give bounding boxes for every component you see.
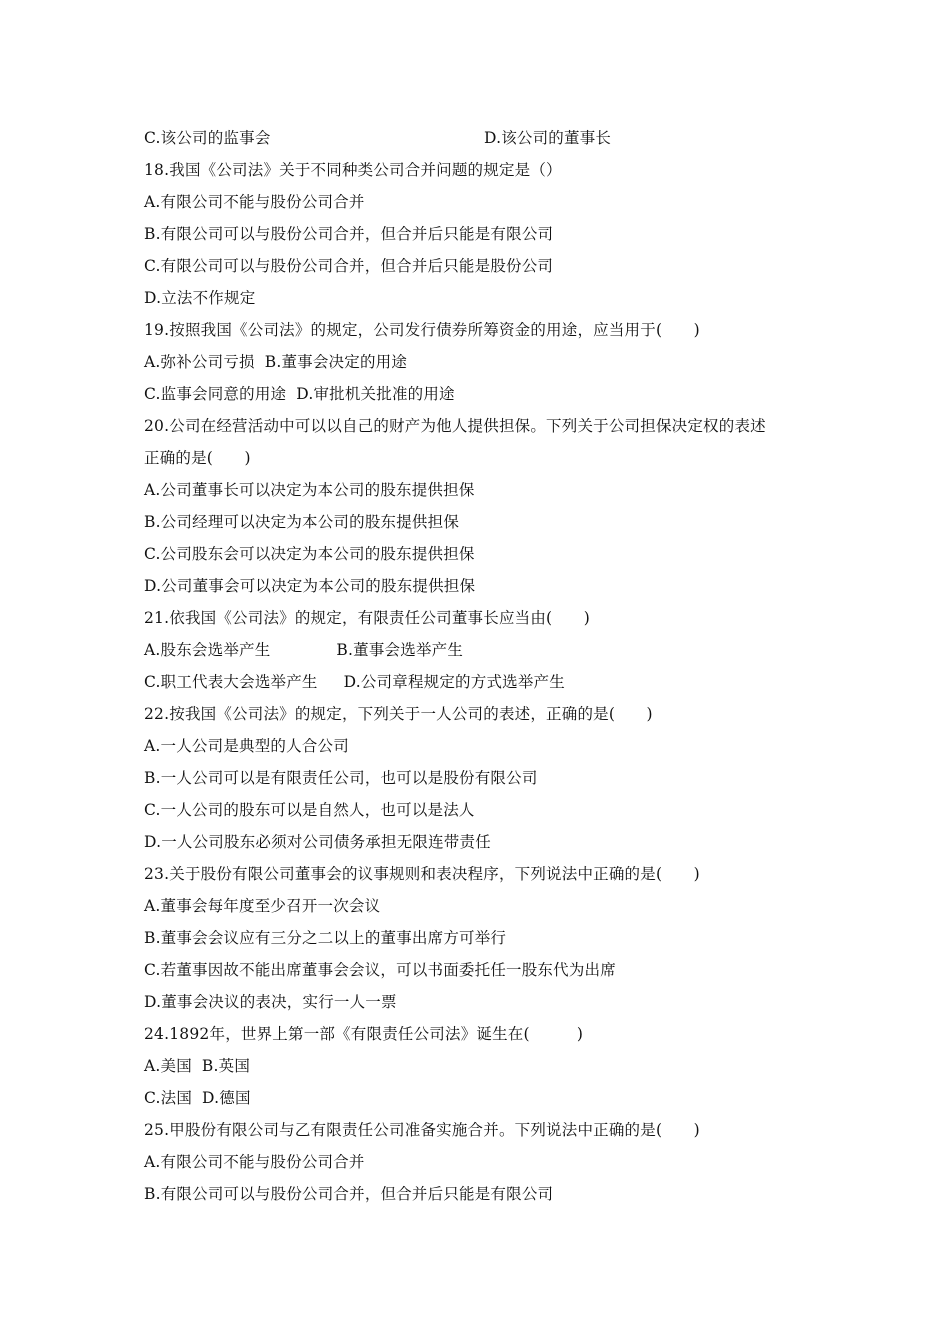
exam-page <box>144 122 824 1210</box>
q21-option-c: C.职工代表大会选举产生 <box>144 673 318 691</box>
q17-options-row <box>144 122 824 154</box>
q22-option-d: D.一人公司股东必须对公司债务承担无限连带责任 <box>144 833 491 851</box>
q17-option-d: D.该公司的董事长 <box>484 129 612 147</box>
q23-option-c: C.若董事因故不能出席董事会会议，可以书面委托任一股东代为出席 <box>144 961 616 979</box>
q21-option-a: A.股东会选举产生 <box>144 641 271 659</box>
q21-options-ab <box>144 634 824 666</box>
q23-stem: 23.关于股份有限公司董事会的议事规则和表决程序，下列说法中正确的是( ) <box>144 865 700 883</box>
q18-option-a: A.有限公司不能与股份公司合并 <box>144 193 365 211</box>
q18-option-b: B.有限公司可以与股份公司合并，但合并后只能是有限公司 <box>144 225 554 243</box>
q18-stem: 18.我国《公司法》关于不同种类公司合并问题的规定是（） <box>144 161 562 179</box>
q24-stem: 24.1892年，世界上第一部《有限责任公司法》诞生在( ) <box>144 1025 584 1043</box>
q19-option-d: D.审批机关批准的用途 <box>296 385 455 403</box>
q17-option-c: C.该公司的监事会 <box>144 129 271 147</box>
q20-option-c: C.公司股东会可以决定为本公司的股东提供担保 <box>144 545 475 563</box>
q19-option-a: A.弥补公司亏损 <box>144 353 255 371</box>
q20-option-d: D.公司董事会可以决定为本公司的股东提供担保 <box>144 577 476 595</box>
q24-options-cd <box>144 1082 824 1114</box>
q20-option-a: A.公司董事长可以决定为本公司的股东提供担保 <box>144 481 475 499</box>
q24-option-d: D.德国 <box>202 1089 251 1107</box>
q24-option-b: B.英国 <box>201 1057 251 1075</box>
q20-option-b: B.公司经理可以决定为本公司的股东提供担保 <box>144 513 460 531</box>
q24-options-ab <box>144 1050 824 1082</box>
q21-stem: 21.依我国《公司法》的规定，有限责任公司董事长应当由( ) <box>144 609 590 627</box>
q23-option-d: D.董事会决议的表决，实行一人一票 <box>144 993 397 1011</box>
q25-stem: 25.甲股份有限公司与乙有限责任公司准备实施合并。下列说法中正确的是( ) <box>144 1121 700 1139</box>
q25-option-b: B.有限公司可以与股份公司合并，但合并后只能是有限公司 <box>144 1185 554 1203</box>
q19-options-ab <box>144 346 824 378</box>
q20-stem-line1: 20.公司在经营活动中可以以自己的财产为他人提供担保。下列关于公司担保决定权的表述 <box>144 417 766 435</box>
q22-option-a: A.一人公司是典型的人合公司 <box>144 737 349 755</box>
q19-option-b: B.董事会决定的用途 <box>264 353 408 371</box>
q21-option-b: B.董事会选举产生 <box>336 641 464 659</box>
q21-options-cd <box>144 666 824 698</box>
q18-option-c: C.有限公司可以与股份公司合并，但合并后只能是股份公司 <box>144 257 554 275</box>
q22-option-b: B.一人公司可以是有限责任公司，也可以是股份有限公司 <box>144 769 538 787</box>
q25-option-a: A.有限公司不能与股份公司合并 <box>144 1153 365 1171</box>
q18-option-d: D.立法不作规定 <box>144 289 256 307</box>
q23-option-a: A.董事会每年度至少召开一次会议 <box>144 897 381 915</box>
q24-option-a: A.美国 <box>144 1057 192 1075</box>
q22-stem: 22.按我国《公司法》的规定，下列关于一人公司的表述，正确的是( ) <box>144 705 653 723</box>
q23-option-b: B.董事会会议应有三分之二以上的董事出席方可举行 <box>144 929 507 947</box>
q24-option-c: C.法国 <box>144 1089 193 1107</box>
q21-option-d: D.公司章程规定的方式选举产生 <box>343 673 565 691</box>
q19-options-cd <box>144 378 824 410</box>
q19-stem: 19.按照我国《公司法》的规定，公司发行债券所筹资金的用途，应当用于( ) <box>144 321 700 339</box>
q20-stem-line2: 正确的是( ) <box>144 449 251 467</box>
q19-option-c: C.监事会同意的用途 <box>144 385 287 403</box>
q22-option-c: C.一人公司的股东可以是自然人，也可以是法人 <box>144 801 475 819</box>
